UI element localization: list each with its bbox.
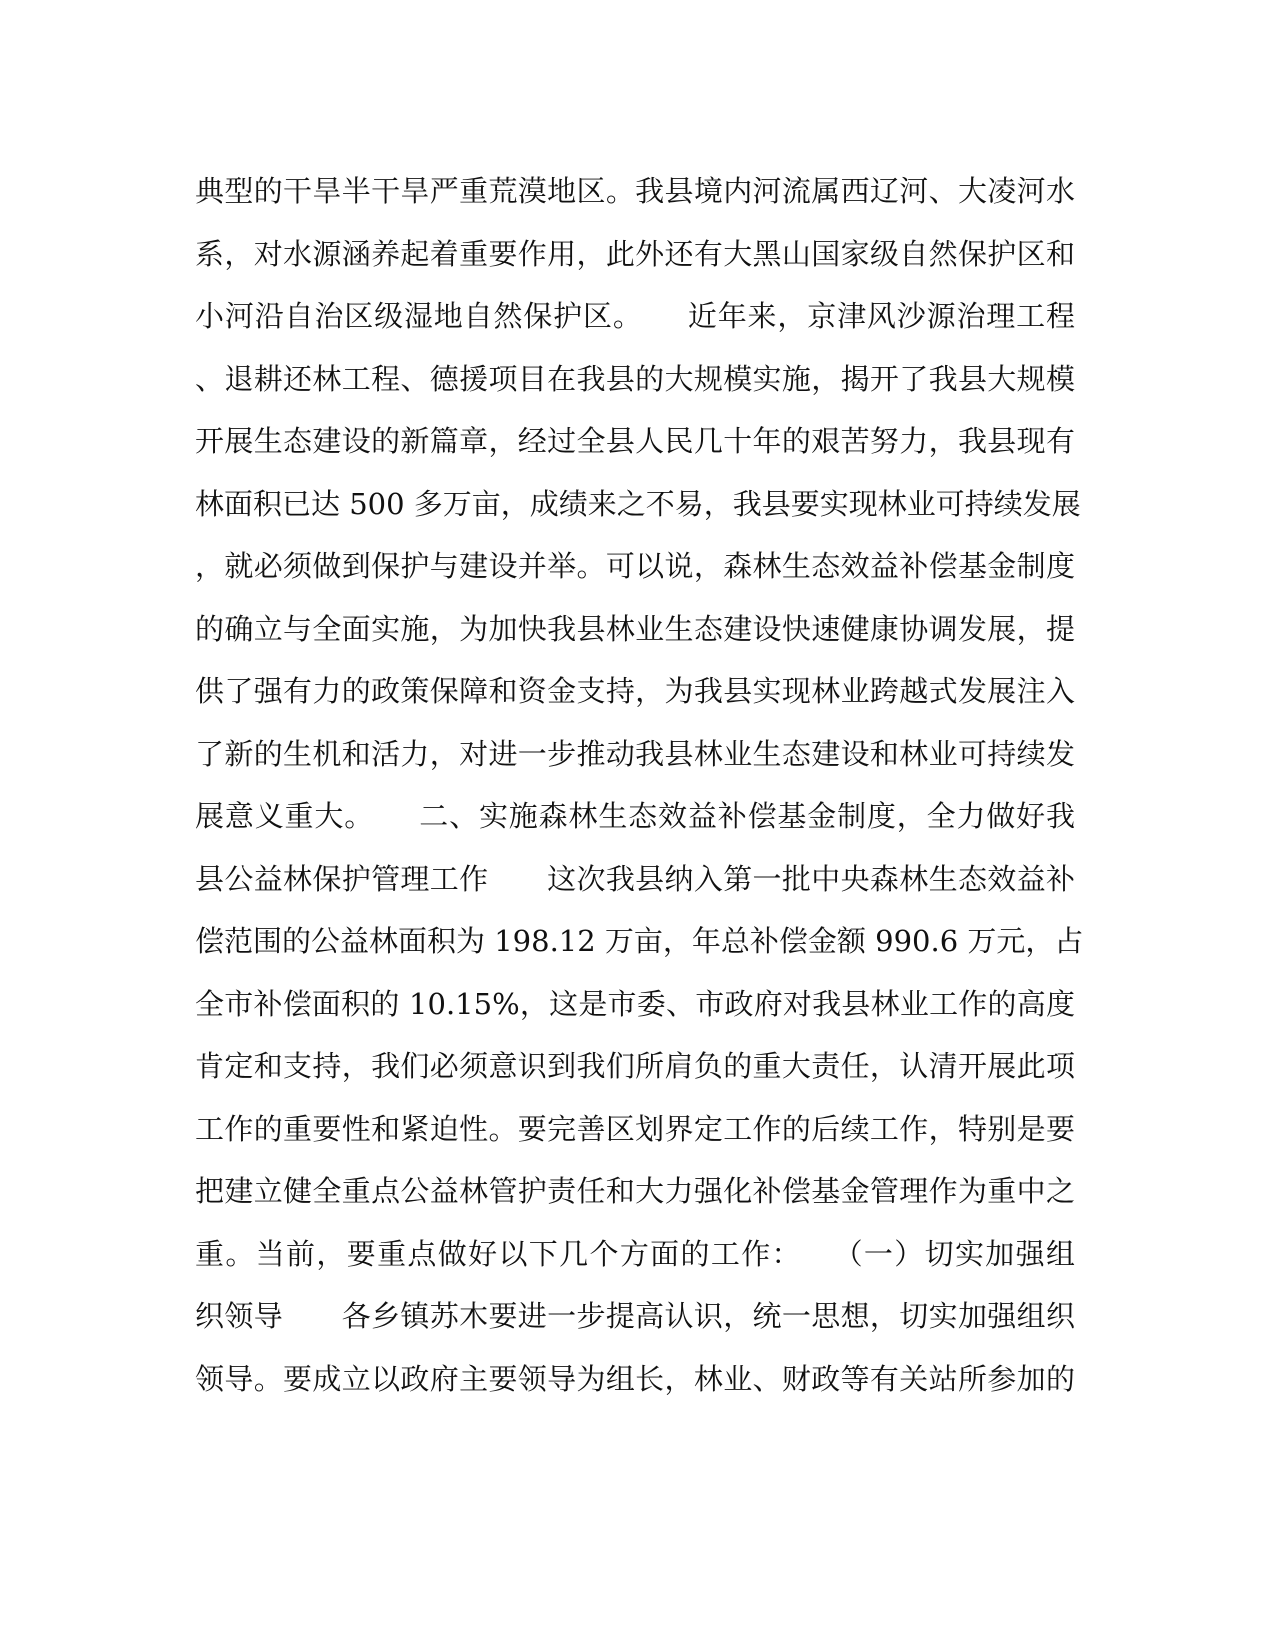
text-line: 了新的生机和活力，对进一步推动我县林业生态建设和林业可持续发 xyxy=(195,736,1075,771)
text-line: 全市补偿面积的 10.15%，这是市委、市政府对我县林业工作的高度 xyxy=(195,986,1075,1021)
text-line: 展意义重大。 二、实施森林生态效益补偿基金制度，全力做好我 xyxy=(195,799,1075,833)
text-line: 开展生态建设的新篇章，经过全县人民几十年的艰苦努力，我县现有 xyxy=(195,424,1075,458)
text-line: 领导。要成立以政府主要领导为组长，林业、财政等有关站所参加的 xyxy=(195,1361,1075,1396)
body-text xyxy=(195,160,1084,1410)
text-line: 县公益林保护管理工作 这次我县纳入第一批中央森林生态效益补 xyxy=(195,861,1075,896)
text-line: 工作的重要性和紧迫性。要完善区划界定工作的后续工作，特别是要 xyxy=(195,1111,1075,1146)
text-line: 、退耕还林工程、德援项目在我县的大规模实施，揭开了我县大规模 xyxy=(195,361,1075,396)
text-line: 典型的干旱半干旱严重荒漠地区。我县境内河流属西辽河、大凌河水 xyxy=(195,174,1075,208)
text-line: 供了强有力的政策保障和资金支持，为我县实现林业跨越式发展注入 xyxy=(195,674,1075,708)
text-line: 林面积已达 500 多万亩，成绩来之不易，我县要实现林业可持续发展 xyxy=(195,486,1081,521)
text-line: 系，对水源涵养起着重要作用，此外还有大黑山国家级自然保护区和 xyxy=(195,236,1075,271)
text-line: 把建立健全重点公益林管护责任和大力强化补偿基金管理作为重中之 xyxy=(195,1174,1075,1208)
text-line: 小河沿自治区级湿地自然保护区。 近年来，京津风沙源治理工程 xyxy=(195,299,1075,333)
text-line: 肯定和支持，我们必须意识到我们所肩负的重大责任，认清开展此项 xyxy=(195,1049,1075,1083)
text-line: 偿范围的公益林面积为 198.12 万亩，年总补偿金额 990.6 万元，占 xyxy=(195,924,1084,958)
text-line: 织领导 各乡镇苏木要进一步提高认识，统一思想，切实加强组织 xyxy=(195,1299,1075,1333)
text-line: 重。当前，要重点做好以下几个方面的工作： （一）切实加强组 xyxy=(195,1236,1075,1271)
text-line: ，就必须做到保护与建设并举。可以说，森林生态效益补偿基金制度 xyxy=(195,549,1075,583)
text-line: 的确立与全面实施，为加快我县林业生态建设快速健康协调发展，提 xyxy=(195,611,1075,646)
